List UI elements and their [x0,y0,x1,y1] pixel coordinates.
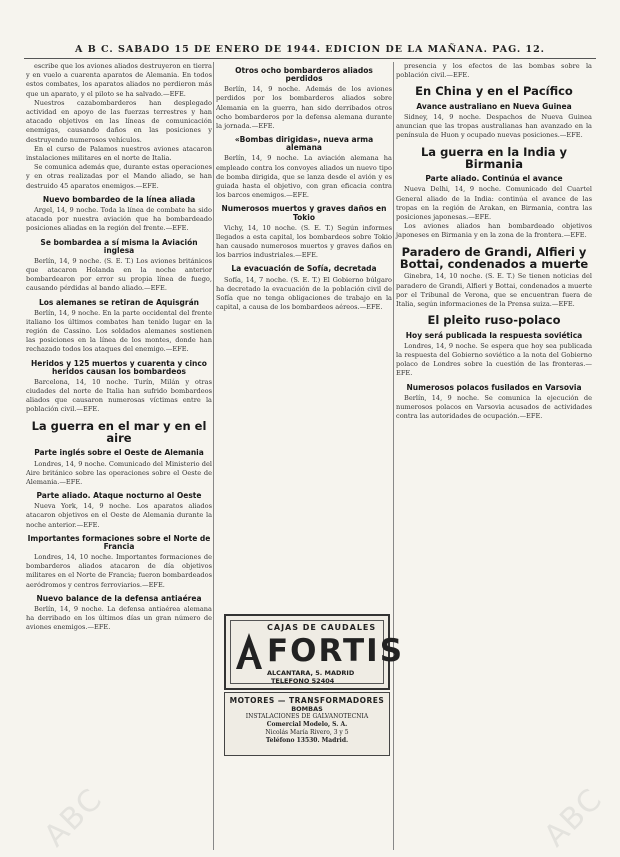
ad-address-street: ALCANTARA, 5. MADRID [267,669,355,677]
article-paragraph: Berlín, 14, 9 noche. En la parte occidental del frente italiano los últimos combates han tenido lugar en la región de Cassino. Los soldados alemanes sostienen las posiciones en la línea de los montes, donde han rechazado todos los ataques del enemigo.—EFE. [26,308,212,354]
article-heading: La guerra en el mar y en el aire [31,418,207,446]
article-paragraph: Argel, 14, 9 noche. Toda la línea de combate ha sido atacada por nuestra aviación que ha bombardeado posiciones aliadas en la región del frente.—EFE. [26,205,212,233]
ad2-line4: Comercial Modelo, S. A. [266,721,348,728]
article-heading: El pleito ruso-polaco [427,313,561,328]
ad-border [230,620,405,685]
article-paragraph: Nueva York, 14, 9 noche. Los aparatos aliados atacaron objetivos en el Oeste de Alemania durante la noche anterior.—EFE. [26,502,212,529]
article-heading: Importantes formaciones sobre el Norte de Francia [27,533,211,551]
ad2-line6: Teléfono 13530. Madrid. [265,737,349,744]
article-heading: Numerosos muertos y graves daños en Tokio [221,204,387,222]
column-1 [26,62,212,852]
article-heading: Los alemanes se retiran de Aquisgrán [39,297,199,307]
header-rule [24,58,596,59]
column-divider-1 [213,62,214,850]
fortis-advertisement [224,614,405,690]
article-paragraph: Berlín, 14, 9 noche. La defensa antiaérea alemana ha derribado en los últimos días un gran número de aviones enemigos.—EFE. [26,604,212,632]
article-paragraph: En el curso de Palamos nuestros aviones atacaron instalaciones militares en el norte de Italia. [26,144,212,163]
article-paragraph: Sofía, 14, 7 noche. (S. E. T.) El Gobierno búlgaro ha decretado la evacuación de la población civil de Sofía que no tenga obligaciones de trabajo en la capital, a causa de los bombardeos aéreos.—EFE. [216,275,392,312]
article-heading: Parte aliado. Continúa el avance [425,174,563,184]
article-heading: Nuevo bombardeo de la línea aliada [42,194,196,204]
article-heading: Avance australiano en Nueva Guinea [416,101,572,111]
article-heading: Numerosos polacos fusilados en Varsovia [406,382,582,392]
article-paragraph: Se comunica además que, durante estas operaciones y en otras realizadas por el Mando aliado, se han destruido 45 aparatos enemigos.—EFE. [26,163,212,190]
ad-address-phone: TELEFONO 52404 [271,677,335,685]
article-heading: Heridos y 125 muertos y cuarenta y cinco heridos causan los bombardeos [31,358,207,376]
article-heading: La guerra en la India y Birmania [420,144,567,171]
watermark-left: ABC [37,781,111,854]
article-heading: Nuevo balance de la defensa antiaérea [36,593,202,603]
article-paragraph: Nueva Delhi, 14, 9 noche. Comunicado del Cuartel General aliado de la India: continúa el avance de las tropas en la región de Arakan, en Birmania, contra las posiciones japonesas.—EFE. [396,185,592,222]
ad2-line2: BOMBAS [291,705,323,713]
article-paragraph: Londres, 14, 9 noche. Se espera que hoy sea publicada la respuesta del Gobierno soviético a la nota del Gobierno polaco de Londres sobre la cuestión de las fronteras.—EFE. [396,341,592,378]
article-paragraph: Londres, 14, 10 noche. Importantes formaciones de bombarderos aliados atacaron de día objetivos militares en el Norte de Francia; fueron bombardeados aeródromos y centros ferroviarios.—EFE. [26,553,212,589]
column-3 [396,62,592,852]
watermark-right: ABC [537,781,611,854]
article-paragraph: Sidney, 14, 9 noche. Despachos de Nueva Guinea anuncian que las tropas australianas han avanzado en la península de Huon y ocupado nuevas posiciones.—EFE. [396,112,592,140]
article-heading: En China y en el Pacífico [415,84,573,99]
article-heading: La evacuación de Sofía, decretada [231,264,377,274]
article-paragraph: Berlín, 14, 9 noche. Se comunica la ejecución de numerosos polacos en Varsovia acusados de actividades contra las autoridades de ocupación.—EFE. [396,393,592,421]
page-header: A B C. SABADO 15 DE ENERO DE 1944. EDICION DE LA MAÑANA. PAG. 12. [75,44,545,55]
article-heading: «Bombas dirigidas», nueva arma alemana [234,135,374,153]
article-paragraph: Berlín, 14, 9 noche. La aviación alemana ha empleado contra los convoyes aliados un nuevo tipo de bomba dirigida, que se lanza desde el avión y es guiada hasta el objetivo, con gran eficacia contra los barcos enemigos.—EFE. [216,154,392,200]
ad-brand: FORTIS [267,633,405,669]
fortis-logo-icon [234,631,264,671]
article-paragraph: escribe que los aviones aliados destruyeron en tierra y en vuelo a cuarenta aparatos de Alemania. En todos estos combates, los aparatos aliados no perdieron más que un aparato, y el piloto se ha salvado.—EFE. [26,62,212,98]
article-paragraph: Berlín, 14, 9 noche. (S. E. T.) Los aviones británicos que atacaron Holanda en la noche anterior bombardearon por error su propia línea de fuego, causando pérdidas al bando aliado.—EFE. [26,256,212,293]
ad2-line5: Nicolás María Rivero, 3 y 5 [265,729,349,736]
article-heading: Parte inglés sobre el Oeste de Alemania [34,448,204,458]
ad2-line1: MOTORES — TRANSFORMADORES [229,696,385,705]
ad-headline: CAJAS DE CAUDALES [267,623,377,632]
column-divider-2 [393,62,394,850]
article-heading: Otros ocho bombarderos aliados perdidos [235,66,373,84]
article-heading: Se bombardea a sí misma la Aviación inglesa [40,237,198,255]
article-heading: Parte aliado. Ataque nocturno al Oeste [36,491,202,501]
ad-address [267,669,383,685]
motores-advertisement [224,692,390,756]
article-heading: Paradero de Grandi, Alfieri y Bottai, condenados a muerte [399,244,589,272]
article-paragraph: Nuestros cazabombarderos han desplegado actividad en apoyo de las fuerzas terrestres y han atacado objetivos en las líneas de comunicación enemigas, causando daños en las posiciones y destruyendo numerosos vehículos. [26,98,212,144]
article-paragraph: Vichy, 14, 10 noche. (S. E. T.) Según informes llegados a esta capital, los bombardeos sobre Tokio han causado numerosos muertos y graves daños en los barrios industriales.—EFE. [216,223,392,260]
article-paragraph: Los aviones aliados han bombardeado objetivos japoneses en Birmania y en la zona de la frontera.—EFE. [396,222,592,240]
article-paragraph: Londres, 14, 9 noche. Comunicado del Ministerio del Aire británico sobre las operaciones sobre el Oeste de Alemania.—EFE. [26,459,212,486]
article-paragraph: Berlín, 14, 9 noche. Además de los aviones perdidos por los bombarderos aliados sobre Alemania en la guerra, han sido derribados otros ocho bombarderos por la defensa alemana durante la jornada.—EFE. [216,85,392,130]
ad2-line3: INSTALACIONES DE GALVANOTECNIA [245,713,369,720]
article-paragraph: Ginebra, 14, 10 noche. (S. E. T.) Se tienen noticias del paradero de Grandi, Alfieri y Bottai, condenados a muerte por el Tribunal de Verona, que se encuentran fuera de Italia, según informaciones de la Prensa suiza.—EFE. [396,272,592,309]
article-paragraph: presencia y los efectos de las bombas sobre la población civil.—EFE. [396,62,592,80]
article-paragraph: Barcelona, 14, 10 noche. Turín, Milán y otras ciudades del norte de Italia han sufrido bombardeos aliados que causaron numerosas víctimas entre la población civil.—EFE. [26,377,212,414]
article-heading: Hoy será publicada la respuesta soviética [405,330,583,340]
